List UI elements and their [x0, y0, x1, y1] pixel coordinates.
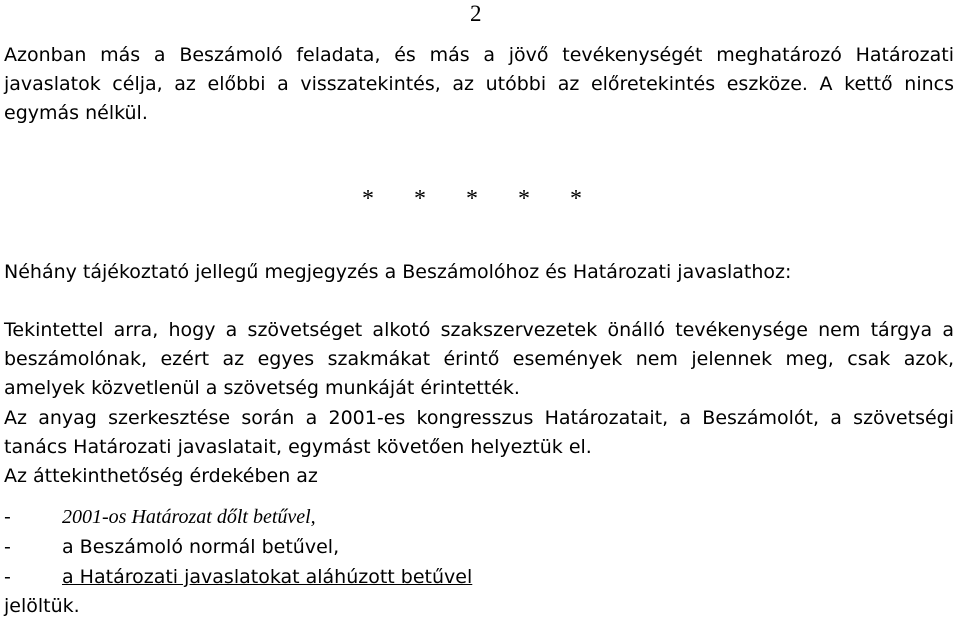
structure-paragraph: Az anyag szerkesztése során a 2001-es kongresszus Határozatait, a Beszámolót, a szövetségi tanács Határozati javaslatait, egymást követően helyeztük el. [4, 406, 954, 458]
legend-normal-item: a Beszámoló normál betűvel, [62, 536, 340, 558]
list-dash: - [4, 566, 11, 588]
separator-star: * [362, 186, 374, 212]
notes-body [4, 316, 954, 491]
section-separator [362, 186, 622, 213]
legend-list [4, 502, 472, 592]
closing-word: jelöltük. [4, 595, 80, 617]
legend-intro: Az áttekinthetőség érdekében az [4, 465, 318, 488]
list-item [4, 562, 472, 592]
legend-underlined-item: a Határozati javaslatokat aláhúzott betűvel [62, 566, 473, 588]
list-item [4, 502, 472, 532]
scope-paragraph: Tekintettel arra, hogy a szövetséget alkotó szakszervezetek önálló tevékenysége nem tárgya a beszámolónak, ezért az egyes szakmákat érintő események nem jelennek meg, csak azok, amelyek közvetlenül a szövetség munkáját érintették. [4, 319, 954, 400]
page-number: 2 [470, 1, 482, 26]
separator-star: * [466, 186, 478, 212]
notes-heading: Néhány tájékoztató jellegű megjegyzés a Beszámolóhoz és Határozati javaslathoz: [4, 261, 792, 283]
list-dash: - [4, 536, 11, 558]
legend-italic-item: 2001-os Határozat dőlt betűvel, [62, 506, 316, 528]
intro-paragraph: Azonban más a Beszámoló feladata, és más a jövő tevékenységét meghatározó Határozati javaslatok célja, az előbbi a visszatekintés, az utóbbi az előretekintés eszköze. A kettő nincs egymás nélkül. [4, 44, 954, 125]
separator-star: * [570, 186, 582, 212]
list-dash: - [4, 506, 11, 528]
separator-star: * [518, 186, 530, 212]
list-item [4, 532, 472, 562]
separator-star: * [414, 186, 426, 212]
